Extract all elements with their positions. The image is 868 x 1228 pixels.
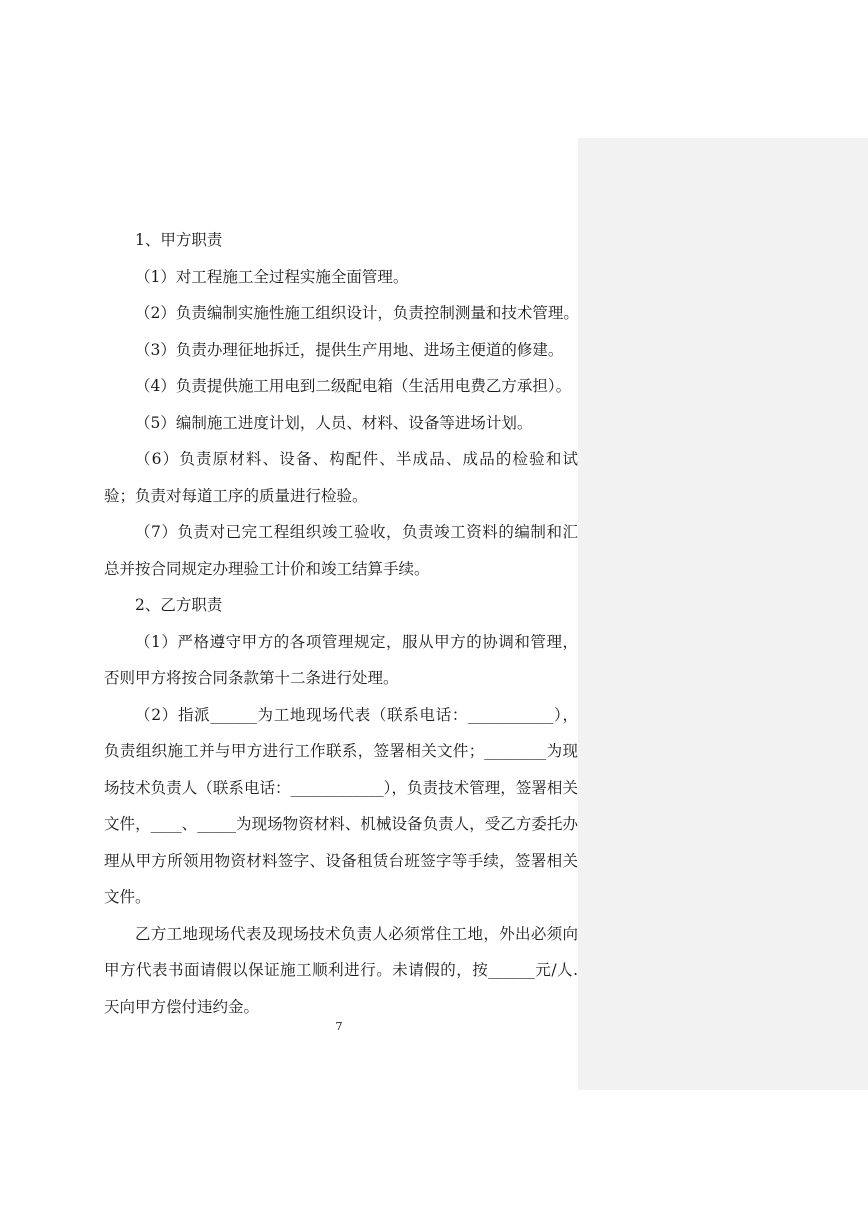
page-number: 7 xyxy=(335,1020,343,1033)
paragraph: （1）对工程施工全过程实施全面管理。 xyxy=(135,267,409,286)
comment-pane xyxy=(578,138,868,1090)
paragraph: （2）指派______为工地现场代表（联系电话：___________），负责组织施工并与甲方进行工作联系，签署相关文件；________为现场技术负责人（联系电话：____________），负责技术管理，签署相关文件，____、_____为现场物资材料、机械设备负责人，受乙方委托办理从甲方所领用物资材料签字、设备租赁台班签字等手续，签署相关文件。 xyxy=(104,705,578,906)
paragraph: （4）负责提供施工用电到二级配电箱（生活用电费乙方承担）。 xyxy=(135,377,572,395)
paragraph: （6）负责原材料、设备、构配件、半成品、成品的检验和试验；负责对每道工序的质量进行检验。 xyxy=(104,450,578,505)
document-body xyxy=(104,222,578,1025)
paragraph: （5）编制施工进度计划，人员、材料、设备等进场计划。 xyxy=(135,413,533,432)
section-heading-party-b: 2、乙方职责 xyxy=(135,596,223,614)
paragraph: 乙方工地现场代表及现场技术负责人必须常住工地，外出必须向甲方代表书面请假以保证施工顺利进行。未请假的，按______元/人.天向甲方偿付违约金。 xyxy=(104,924,578,1016)
paragraph: （3）负责办理征地拆迁，提供生产用地、进场主便道的修建。 xyxy=(135,340,564,359)
section-heading-party-a: 1、甲方职责 xyxy=(135,231,223,249)
paragraph: （7）负责对已完工程组织竣工验收，负责竣工资料的编制和汇总并按合同规定办理验工计价和竣工结算手续。 xyxy=(104,523,578,578)
paragraph: （2）负责编制实施性施工组织设计，负责控制测量和技术管理。 xyxy=(135,304,579,322)
paragraph: （1）严格遵守甲方的各项管理规定，服从甲方的协调和管理，否则甲方将按合同条款第十二条进行处理。 xyxy=(104,632,578,687)
